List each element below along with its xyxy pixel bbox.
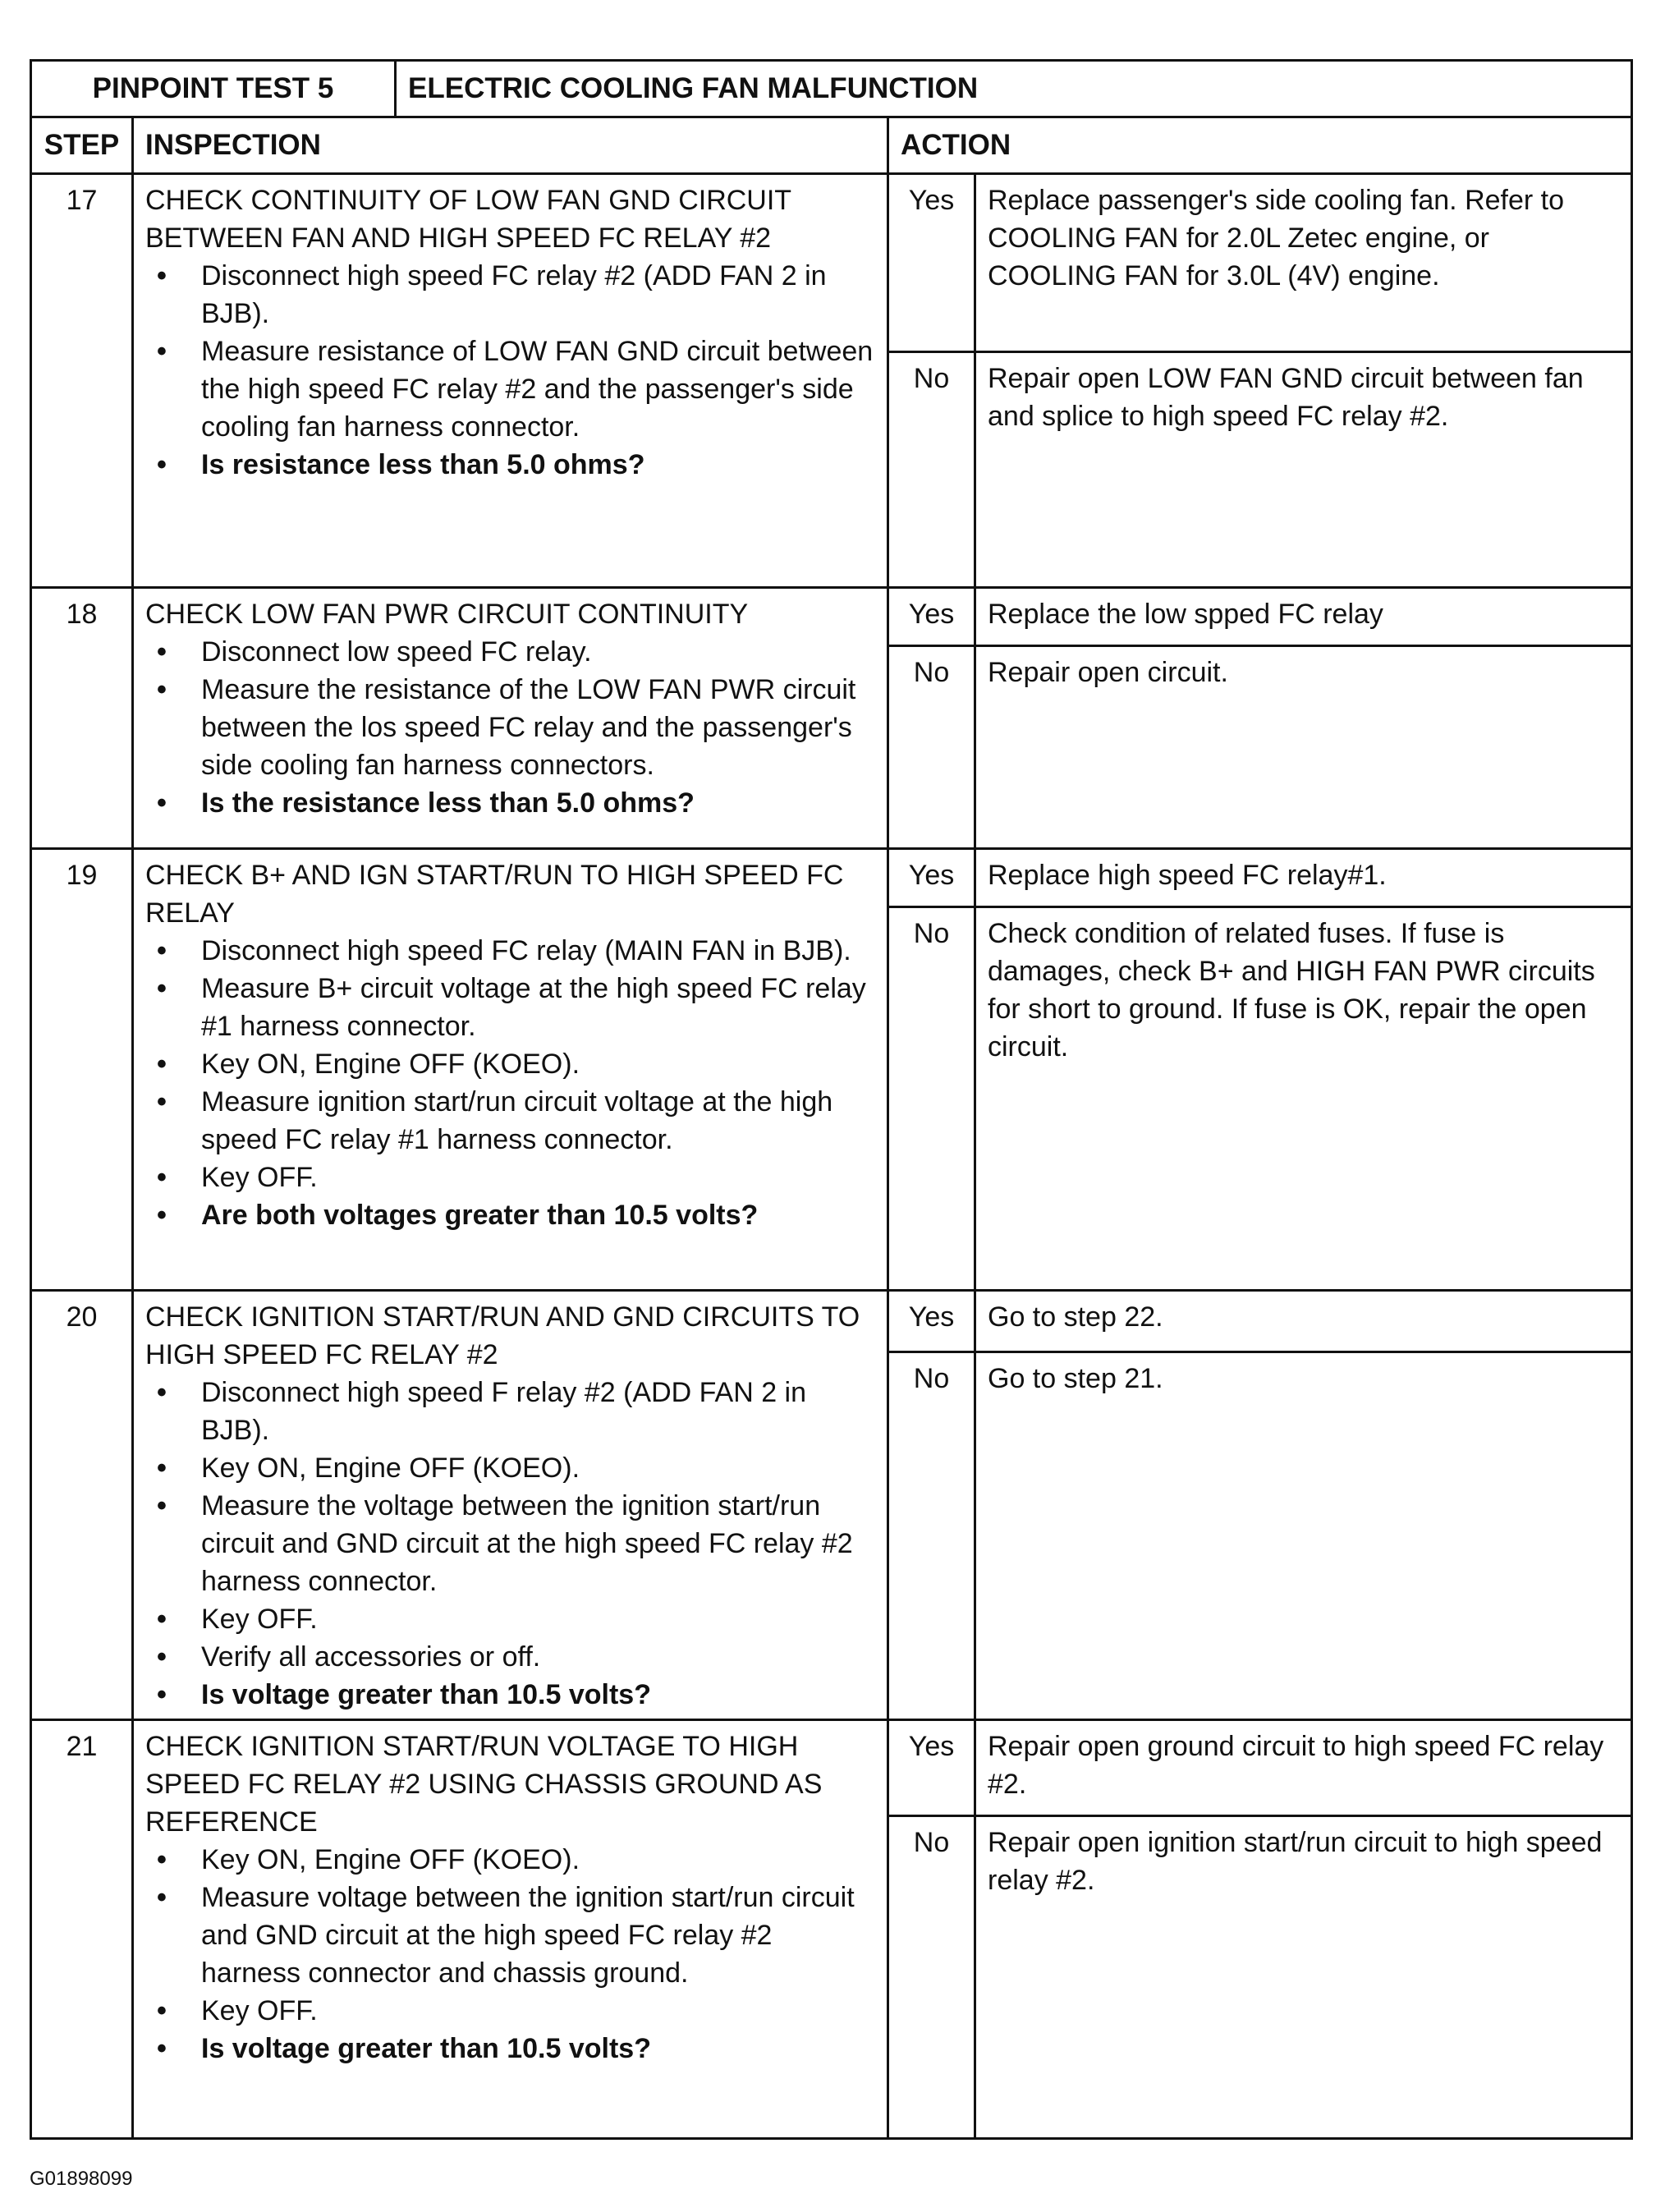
test-title: ELECTRIC COOLING FAN MALFUNCTION — [396, 61, 1632, 117]
step-bullet: • Disconnect high speed FC relay #2 (ADD FAN 2 in BJB). — [145, 257, 875, 333]
step-title: CHECK LOW FAN PWR CIRCUIT CONTINUITY — [145, 599, 749, 630]
no-action: Repair open circuit. — [975, 646, 1632, 849]
yes-action: Replace passenger's side cooling fan. Refer to COOLING FAN for 2.0L Zetec engine, or COOLING FAN for 3.0L (4V) engine. — [975, 174, 1632, 352]
step-row — [31, 1291, 1632, 1352]
step-bullets — [145, 932, 875, 1234]
figure-code: G01898099 — [30, 2168, 133, 2190]
step-title: CHECK IGNITION START/RUN VOLTAGE TO HIGH SPEED FC RELAY #2 USING CHASSIS GROUND AS REFERENCE — [145, 1731, 823, 1838]
step-title: CHECK B+ AND IGN START/RUN TO HIGH SPEED FC RELAY — [145, 860, 844, 929]
step-question: • Are both voltages greater than 10.5 volts? — [145, 1196, 875, 1234]
step-row — [31, 1720, 1632, 1816]
step-row — [31, 588, 1632, 646]
step-number: 20 — [31, 1291, 133, 1720]
no-action: Check condition of related fuses. If fuse is damages, check B+ and HIGH FAN PWR circuits for short to ground. If fuse is OK, repair the open circuit. — [975, 907, 1632, 1291]
yes-action: Replace high speed FC relay#1. — [975, 849, 1632, 907]
step-bullet: • Measure voltage between the ignition start/run circuit and GND circuit at the high speed FC relay #2 harness connector and chassis ground. — [145, 1879, 875, 1992]
step-number: 17 — [31, 174, 133, 588]
step-bullet: • Key OFF. — [145, 1600, 875, 1638]
step-question: • Is resistance less than 5.0 ohms? — [145, 446, 875, 484]
step-number: 21 — [31, 1720, 133, 2139]
step-inspection — [133, 1291, 888, 1720]
step-number: 18 — [31, 588, 133, 849]
steps-body — [31, 174, 1632, 2139]
yes-label: Yes — [888, 588, 975, 646]
step-bullets — [145, 1841, 875, 2067]
step-question: • Is the resistance less than 5.0 ohms? — [145, 784, 875, 822]
yes-label: Yes — [888, 849, 975, 907]
yes-action: Repair open ground circuit to high speed FC relay #2. — [975, 1720, 1632, 1816]
test-label: PINPOINT TEST 5 — [31, 61, 396, 117]
no-label: No — [888, 646, 975, 849]
step-bullet: • Key OFF. — [145, 1159, 875, 1196]
title-row — [31, 61, 1632, 117]
pinpoint-test-document — [30, 59, 1631, 2140]
step-number: 19 — [31, 849, 133, 1291]
step-bullets — [145, 257, 875, 484]
step-title: CHECK CONTINUITY OF LOW FAN GND CIRCUIT BETWEEN FAN AND HIGH SPEED FC RELAY #2 — [145, 185, 791, 254]
step-title: CHECK IGNITION START/RUN AND GND CIRCUITS TO HIGH SPEED FC RELAY #2 — [145, 1301, 860, 1370]
yes-label: Yes — [888, 1720, 975, 1816]
pinpoint-test-table — [30, 59, 1633, 2140]
step-inspection — [133, 174, 888, 588]
no-action: Go to step 21. — [975, 1352, 1632, 1719]
step-bullets — [145, 1374, 875, 1714]
step-bullet: • Disconnect high speed F relay #2 (ADD FAN 2 in BJB). — [145, 1374, 875, 1449]
no-action: Repair open LOW FAN GND circuit between fan and splice to high speed FC relay #2. — [975, 352, 1632, 588]
step-bullet: • Key ON, Engine OFF (KOEO). — [145, 1841, 875, 1879]
yes-action: Replace the low spped FC relay — [975, 588, 1632, 646]
yes-label: Yes — [888, 1291, 975, 1352]
step-inspection — [133, 1720, 888, 2139]
column-header-row — [31, 117, 1632, 174]
step-bullet: • Measure the voltage between the ignition start/run circuit and GND circuit at the high speed FC relay #2 harness connector. — [145, 1487, 875, 1600]
step-bullet: • Measure resistance of LOW FAN GND circuit between the high speed FC relay #2 and the passenger's side cooling fan harness connector. — [145, 333, 875, 446]
step-bullet: • Verify all accessories or off. — [145, 1638, 875, 1676]
step-row — [31, 174, 1632, 352]
step-inspection — [133, 849, 888, 1291]
no-label: No — [888, 1816, 975, 2139]
column-header-action: ACTION — [888, 117, 1632, 174]
no-label: No — [888, 907, 975, 1291]
step-bullet: • Measure the resistance of the LOW FAN PWR circuit between the los speed FC relay and the passenger's side cooling fan harness connectors. — [145, 671, 875, 784]
yes-action: Go to step 22. — [975, 1291, 1632, 1352]
step-bullet: • Key ON, Engine OFF (KOEO). — [145, 1449, 875, 1487]
step-bullet: • Measure ignition start/run circuit voltage at the high speed FC relay #1 harness connector. — [145, 1083, 875, 1159]
no-label: No — [888, 352, 975, 588]
column-header-inspection: INSPECTION — [133, 117, 888, 174]
column-header-step: STEP — [31, 117, 133, 174]
step-bullet: • Disconnect low speed FC relay. — [145, 633, 875, 671]
step-row — [31, 849, 1632, 907]
step-question: • Is voltage greater than 10.5 volts? — [145, 2030, 875, 2067]
no-label: No — [888, 1352, 975, 1719]
step-bullet: • Disconnect high speed FC relay (MAIN FAN in BJB). — [145, 932, 875, 970]
yes-label: Yes — [888, 174, 975, 352]
no-action: Repair open ignition start/run circuit to high speed relay #2. — [975, 1816, 1632, 2139]
step-bullets — [145, 633, 875, 822]
step-bullet: • Key ON, Engine OFF (KOEO). — [145, 1045, 875, 1083]
step-inspection — [133, 588, 888, 849]
step-bullet: • Key OFF. — [145, 1992, 875, 2030]
step-question: • Is voltage greater than 10.5 volts? — [145, 1676, 875, 1714]
step-bullet: • Measure B+ circuit voltage at the high speed FC relay #1 harness connector. — [145, 970, 875, 1045]
